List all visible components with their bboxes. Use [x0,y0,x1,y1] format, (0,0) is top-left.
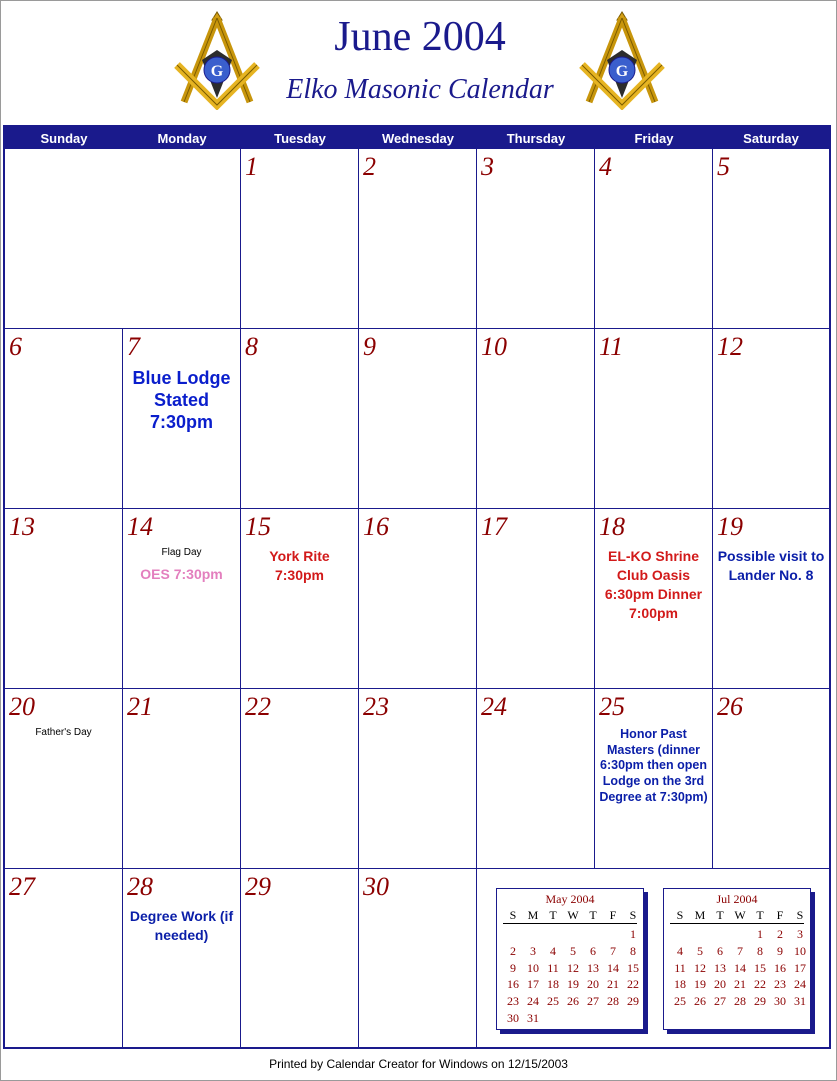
mini-weekday-letter: T [549,908,557,922]
day-number: 23 [363,692,389,721]
day-cell[interactable] [359,689,477,869]
day-cell[interactable] [359,329,477,509]
mini-day: 10 [794,943,806,958]
day-cell[interactable] [713,329,829,509]
mini-day: 30 [774,994,786,1009]
mini-weekday-letter: M [694,908,706,922]
mini-day: 5 [570,943,576,958]
mini-weekday-letter: S [629,908,637,922]
day-cell[interactable] [241,329,359,509]
mini-day: 3 [530,943,536,958]
mini-day: 20 [587,977,599,992]
mini-day: 27 [714,994,726,1009]
day-number: 8 [245,332,258,361]
mini-divider [503,923,637,924]
mini-day: 30 [507,1011,519,1025]
calendar-event: EL-KO Shrine Club Oasis 6:30pm Dinner 7:00pm [604,548,703,621]
mini-day: 5 [697,943,703,958]
calendar-subtitle: Elko Masonic Calendar [286,74,554,105]
day-cell[interactable] [241,869,359,1049]
day-cell[interactable] [241,149,359,329]
masonic-emblem-icon [577,10,667,110]
day-number: 4 [599,152,612,181]
mini-weekday-letter: T [756,908,764,922]
mini-calendar-title: Jul 2004 [716,892,758,906]
day-cell[interactable] [595,689,713,869]
day-number: 7 [127,332,140,361]
day-cell[interactable] [595,329,713,509]
mini-day: 2 [510,943,516,958]
day-number: 15 [245,512,271,541]
calendar-event: OES 7:30pm [140,566,223,582]
mini-day: 11 [674,960,686,975]
mini-day: 4 [677,943,683,958]
day-number: 16 [363,512,389,541]
mini-day: 21 [607,977,619,992]
empty-day-cell [5,149,241,329]
weekday-sunday: Sunday [40,131,88,146]
day-cell[interactable] [241,509,359,689]
mini-day: 6 [717,943,723,958]
day-number: 2 [363,152,376,181]
day-number: 1 [245,152,258,181]
mini-day: 28 [734,994,746,1009]
calendar-title: June 2004 [334,14,506,60]
mini-day: 24 [794,977,806,992]
day-cell[interactable] [5,869,123,1049]
day-cell[interactable] [123,509,241,689]
mini-day: 1 [757,927,763,941]
mini-day: 31 [527,1011,539,1025]
day-cell[interactable] [5,689,123,869]
day-number: 20 [9,692,35,721]
day-number: 27 [9,872,35,901]
mini-weekday-letter: W [567,908,579,922]
mini-day: 26 [567,994,579,1009]
calendar-event: York Rite 7:30pm [269,548,330,583]
mini-day: 11 [547,960,559,975]
mini-day: 31 [794,994,806,1009]
mini-day: 18 [674,977,686,992]
mini-weekday-letter: S [509,908,517,922]
mini-day: 22 [627,977,639,992]
day-cell[interactable] [477,149,595,329]
day-cell[interactable] [477,329,595,509]
mini-day: 8 [757,943,763,958]
calendar-event: Blue Lodge Stated 7:30pm [132,368,231,432]
calendar-event: Possible visit to Lander No. 8 [717,548,825,583]
mini-day: 6 [590,943,596,958]
day-number: 5 [717,152,730,181]
calendar-event: Honor Past Masters (dinner 6:30pm then open Lodge on the 3rd Degree at 7:30pm) [599,727,708,804]
mini-day: 14 [734,960,746,975]
day-number: 19 [717,512,743,541]
mini-day: 9 [777,943,783,958]
mini-day: 8 [630,943,636,958]
weekday-wednesday: Wednesday [381,131,454,146]
mini-weekday-letter: T [589,908,597,922]
mini-day: 15 [754,960,766,975]
day-cell[interactable] [595,509,713,689]
masonic-emblem-icon [172,10,262,110]
mini-day: 15 [627,960,639,975]
day-cell[interactable] [359,509,477,689]
day-number: 26 [717,692,743,721]
mini-day: 23 [774,977,786,992]
mini-day: 26 [694,994,706,1009]
mini-calendar-title: May 2004 [545,892,595,906]
mini-day: 24 [527,994,539,1009]
day-number: 25 [599,692,625,721]
day-number: 13 [9,512,35,541]
mini-day: 10 [527,960,539,975]
day-number: 14 [127,512,153,541]
mini-day: 4 [550,943,556,958]
svg-text:G: G [615,63,629,80]
mini-day: 13 [587,960,599,975]
day-number: 3 [481,152,494,181]
mini-day: 17 [794,960,806,975]
day-cell[interactable] [123,329,241,509]
day-number: 30 [363,872,389,901]
day-cell[interactable] [123,689,241,869]
day-cell[interactable] [713,509,829,689]
mini-day: 20 [714,977,726,992]
day-number: 12 [717,332,743,361]
mini-day: 18 [547,977,559,992]
weekday-monday: Monday [157,131,207,146]
mini-day: 12 [694,960,706,975]
mini-day: 17 [527,977,539,992]
day-number: 28 [127,872,153,901]
day-cell[interactable] [359,149,477,329]
mini-day: 7 [610,943,616,958]
mini-day: 3 [797,927,803,941]
mini-calendar [663,888,811,1030]
mini-day: 25 [547,994,559,1009]
weekday-header [5,127,829,149]
svg-text:G: G [210,63,224,80]
day-cell[interactable] [713,149,829,329]
weekday-friday: Friday [634,131,674,146]
day-number: 24 [481,692,507,721]
day-number: 11 [599,332,624,361]
mini-day: 7 [737,943,743,958]
calendar-event: Father's Day [35,727,92,738]
weekday-tuesday: Tuesday [274,131,326,146]
day-number: 9 [363,332,376,361]
day-cell[interactable] [477,689,595,869]
day-number: 21 [127,692,153,721]
mini-weekday-letter: M [527,908,539,922]
print-footer: Printed by Calendar Creator for Windows on 12/15/2003 [269,1057,568,1071]
mini-day: 27 [587,994,599,1009]
day-number: 29 [245,872,271,901]
day-cell[interactable] [5,509,123,689]
day-cell[interactable] [123,869,241,1049]
mini-day: 13 [714,960,726,975]
mini-day: 19 [567,977,579,992]
mini-day: 29 [754,994,766,1009]
mini-weekday-letter: T [716,908,724,922]
day-number: 6 [9,332,22,361]
mini-day: 14 [607,960,619,975]
mini-day: 9 [510,960,516,975]
weekday-thursday: Thursday [506,131,566,146]
mini-weekday-letter: S [796,908,804,922]
mini-day: 19 [694,977,706,992]
mini-weekday-letter: S [676,908,684,922]
day-number: 18 [599,512,625,541]
calendar-event: Degree Work (if needed) [129,908,234,943]
mini-day: 16 [507,977,519,992]
day-cell[interactable] [359,869,477,1049]
mini-day: 25 [674,994,686,1009]
day-cell[interactable] [241,689,359,869]
mini-day: 12 [567,960,579,975]
mini-day: 29 [627,994,639,1009]
calendar-event: Flag Day [161,547,202,558]
mini-weekday-letter: F [776,908,784,922]
weekday-saturday: Saturday [743,131,799,146]
mini-day: 28 [607,994,619,1009]
day-number: 10 [481,332,507,361]
day-number: 22 [245,692,271,721]
mini-weekday-letter: F [609,908,617,922]
day-cell[interactable] [477,509,595,689]
day-cell[interactable] [713,689,829,869]
mini-day: 2 [777,927,783,941]
day-cell[interactable] [595,149,713,329]
mini-calendar [496,888,644,1030]
mini-divider [670,923,804,924]
mini-weekday-letter: W [734,908,746,922]
mini-day: 16 [774,960,786,975]
mini-day: 21 [734,977,746,992]
mini-day: 1 [630,927,636,941]
mini-day: 22 [754,977,766,992]
day-number: 17 [481,512,507,541]
mini-day: 23 [507,994,519,1009]
day-cell[interactable] [5,329,123,509]
